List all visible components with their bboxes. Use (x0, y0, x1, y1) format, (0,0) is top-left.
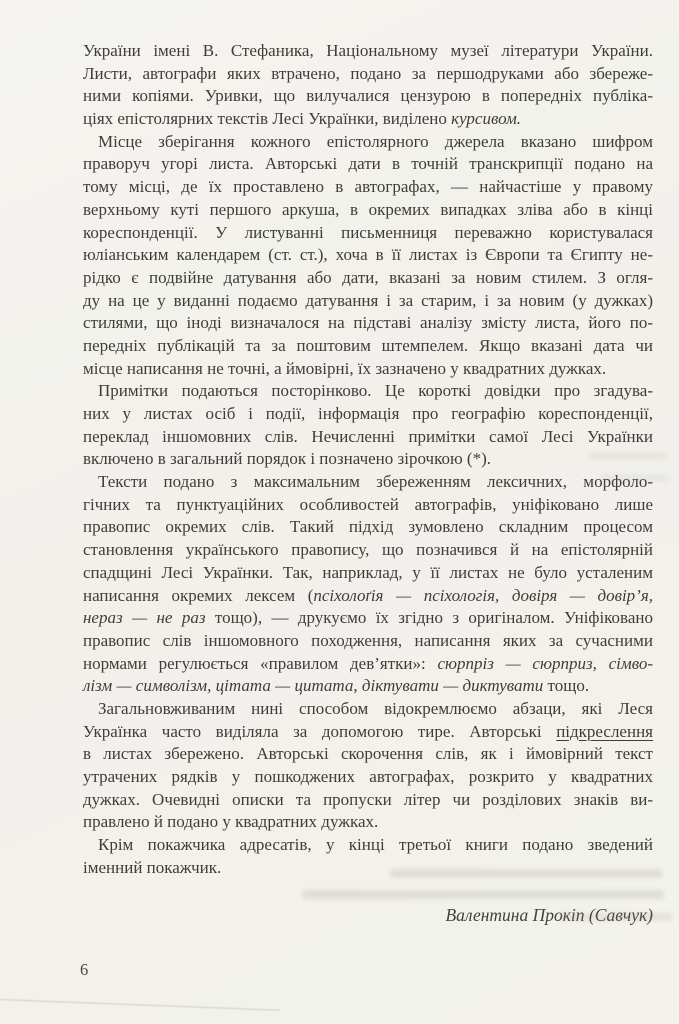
body-text: Примітки подаються посторінково. Це короткі довідки про згадува- (98, 381, 653, 401)
body-text: Українка часто виділяла за допомогою тире. Авторські (83, 721, 557, 741)
signature: Валентина Прокіп (Савчук) (445, 905, 653, 925)
text-line (83, 267, 653, 290)
text-line (83, 789, 653, 812)
italic-text: курсивом. (451, 109, 522, 129)
text-line (83, 131, 653, 154)
paragraph (83, 698, 653, 834)
italic-text: псіхолоґія — псіхологія, довіря — довір’я, (313, 585, 653, 605)
italic-text: лізм — символізм, цітата — цитата, діктувати — диктувати (83, 676, 544, 696)
text-line (83, 698, 653, 721)
body-text: правопис окремих слів. Такий підхід зумовлено складним процесом (83, 517, 653, 537)
body-text: передніх публікацій та за поштовим штемпелем. Якщо вказані дата чи (83, 335, 653, 355)
body-text: ціях епістолярних текстів Лесі Українки, виділено (83, 109, 452, 129)
body-text: стилями, що іноді визначалося на підставі аналізу змісту листа, його по- (83, 313, 653, 333)
text-line (83, 675, 653, 698)
italic-text: нераз — не раз (83, 608, 206, 628)
bleedthrough-artifact (302, 890, 664, 899)
body-text: в листах збережено. Авторські скорочення слів, як і ймовірний текст (83, 744, 653, 764)
body-text: рідко є подвійне датування або дати, вказані за новим стилем. З огля- (83, 267, 653, 287)
body-text: праворуч угорі листа. Авторські дати в точній транскрипції подано на (83, 154, 653, 174)
text-line (83, 653, 653, 676)
body-text: написання окремих лексем ( (83, 585, 314, 605)
text-line (83, 743, 653, 766)
body-text: правопис слів іншомовного походження, написання яких за сучасними (83, 630, 653, 650)
text-line (83, 426, 653, 449)
text-line (83, 63, 653, 86)
page-text (83, 40, 653, 879)
text-line (83, 471, 653, 494)
text-line (83, 199, 653, 222)
body-text: включено в загальний порядок і позначено зірочкою (*). (83, 449, 491, 469)
text-line (83, 108, 653, 131)
paragraph (83, 40, 653, 131)
text-line (83, 607, 653, 630)
crease-line (0, 998, 280, 1011)
body-text: юліанським календарем (ст. ст.), хоча в її листах із Європи та Єгипту не- (83, 245, 653, 265)
text-line (83, 176, 653, 199)
text-line (83, 834, 653, 857)
bleedthrough-artifact (588, 452, 668, 460)
body-text: тощо. (543, 676, 590, 696)
paragraph (83, 131, 653, 381)
body-text: дужках. Очевидні описки та пропуски літер чи розділових знаків ви- (83, 789, 653, 809)
text-line (83, 516, 653, 539)
body-text: верхньому куті першого аркуша, в окремих випадках зліва або в кінці (83, 199, 653, 219)
text-line (83, 335, 653, 358)
text-line (83, 85, 653, 108)
bleedthrough-artifact (390, 869, 662, 878)
body-text: Тексти подано з максимальним збереженням лексичних, морфоло- (98, 472, 653, 492)
body-text: становлення українського правопису, що позначився й на епістолярній (83, 540, 653, 560)
text-line (83, 766, 653, 789)
paragraph (83, 471, 653, 698)
text-line (83, 630, 653, 653)
text-line (83, 380, 653, 403)
body-text: утрачених рядків у пошкоджених автографах, розкрито у квадратних (83, 767, 653, 786)
text-line (83, 312, 653, 335)
text-line (83, 153, 653, 176)
text-line (83, 403, 653, 426)
bleedthrough-artifact (560, 913, 672, 921)
italic-text: сюрпріз — сюрприз, сімво- (437, 653, 654, 673)
paragraph (83, 380, 653, 471)
text-line (83, 562, 653, 585)
text-line (83, 494, 653, 517)
bleedthrough-artifact (600, 474, 670, 482)
body-text: них у листах осіб і події, інформація про географію кореспонденції, (83, 404, 653, 423)
body-text: іменний покажчик. (83, 857, 222, 877)
body-text: тощо), — друкуємо їх згідно з оригіналом. Уніфіковано (205, 608, 654, 628)
text-line (83, 721, 653, 744)
body-text: Листи, автографи яких втрачено, подано за першодруками або збереже- (83, 63, 653, 83)
body-text: гічних та пунктуаційних особливостей автографів, уніфіковано лише (83, 494, 653, 514)
body-text: кореспонденції. У листуванні письменниця переважно користувалася (83, 222, 653, 242)
text-line (83, 290, 653, 313)
body-text: місце написання не точні, а ймовірні, їх зазначено у квадратних дужках. (83, 358, 607, 378)
page-number: 6 (80, 960, 89, 979)
body-text: Місце зберігання кожного епістолярного джерела вказано шифром (98, 131, 653, 151)
body-text: ду на це у виданні подаємо датування і за старим, і за новим (у дужках) (83, 290, 653, 310)
text-line (83, 811, 653, 834)
text-line (83, 358, 653, 381)
text-line (83, 585, 653, 608)
body-text: України імені В. Стефаника, Національному музеї літератури України. (83, 41, 653, 60)
text-line (83, 539, 653, 562)
text-line (83, 448, 653, 471)
body-text: Загальновживаним нині способом відокремлюємо абзаци, які Леся (98, 698, 653, 718)
text-line (83, 222, 653, 245)
body-text: ними копіями. Уривки, що вилучалися цензурою в попередніх публіка- (83, 86, 653, 106)
text-line (83, 40, 653, 63)
text-line (83, 244, 653, 267)
body-text: спадщині Лесі Українки. Так, наприклад, у її листах не було усталеним (83, 562, 653, 582)
body-text: Крім покажчика адресатів, у кінці третьої книги подано зведений (98, 835, 653, 855)
body-text: тому місці, де їх проставлено в автографах, — найчастіше у правому (83, 177, 653, 197)
body-text: нормами регулюється «правилом дев’ятки»: (83, 653, 438, 673)
body-text: правлено й подано у квадратних дужках. (83, 812, 379, 832)
body-text: переклад іншомовних слів. Нечисленні примітки самої Лесі Українки (83, 426, 653, 446)
underlined-text: підкреслення (556, 721, 653, 741)
